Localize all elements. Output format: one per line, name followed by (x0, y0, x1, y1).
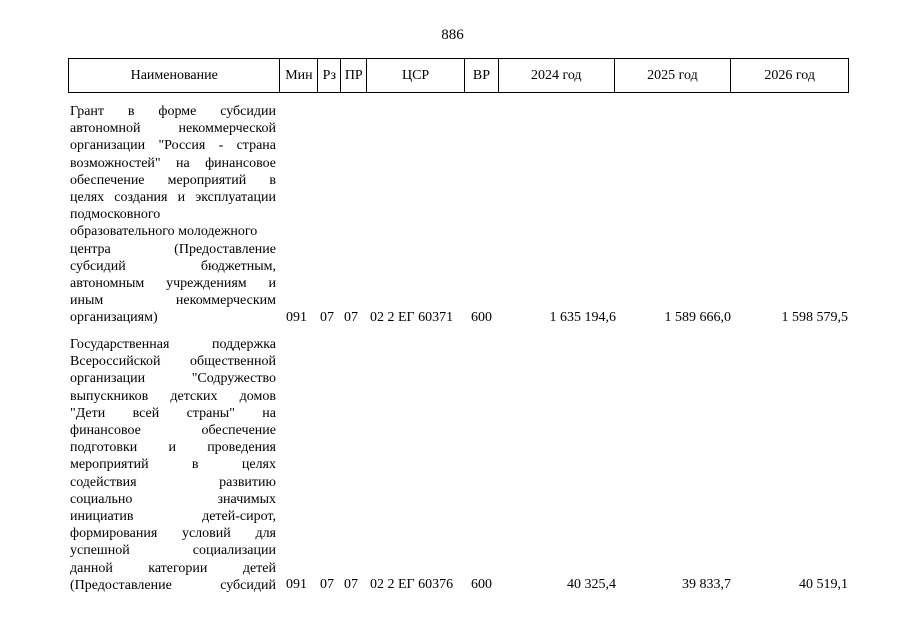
cell-vr: 600 (471, 310, 492, 325)
name-line: субсидий бюджетным, (70, 258, 276, 274)
name-line: Государственная поддержка (70, 337, 276, 352)
cell-rz: 07 (320, 310, 334, 325)
header-rz: Рз (318, 59, 341, 92)
name-line: Грант в форме субсидии (70, 104, 276, 119)
name-line: иным некоммерческим (70, 293, 276, 309)
cell-2026: 40 519,1 (799, 577, 848, 592)
name-line: центра (Предоставление (70, 241, 276, 257)
cell-vr: 600 (471, 577, 492, 592)
name-line: подготовки и проведения (70, 440, 276, 456)
name-line: данной категории детей (70, 560, 276, 576)
table-header (68, 58, 849, 93)
name-line: содействия развитию (70, 474, 276, 490)
cell-pr: 07 (344, 577, 358, 592)
name-line: образовательного молодежного (70, 224, 258, 240)
name-line: обеспечение мероприятий в (70, 172, 276, 188)
cell-2024: 1 635 194,6 (549, 310, 616, 325)
name-line: Всероссийской общественной (70, 354, 276, 370)
header-min: Мин (280, 59, 318, 92)
table-row-name (70, 336, 276, 594)
header-2025: 2025 год (615, 59, 732, 92)
name-line: автономной некоммерческой (70, 121, 276, 137)
name-line: формирования условий для (70, 526, 276, 542)
cell-2024: 40 325,4 (567, 577, 616, 592)
cell-min: 091 (286, 310, 307, 325)
name-line: финансовое обеспечение (70, 423, 276, 439)
cell-rz: 07 (320, 577, 334, 592)
name-line: организациям) (70, 310, 158, 326)
header-2024: 2024 год (499, 59, 615, 92)
table-row-name (70, 103, 276, 327)
cell-pr: 07 (344, 310, 358, 325)
cell-min: 091 (286, 577, 307, 592)
header-name: Наименование (69, 59, 280, 92)
name-line: мероприятий в целях (70, 457, 276, 473)
header-pr: ПР (341, 59, 367, 92)
cell-csr: 02 2 ЕГ 60371 (370, 310, 454, 325)
name-line: социально значимых (70, 491, 276, 507)
name-line: автономным учреждениям и (70, 276, 276, 292)
name-line: подмосковного (70, 207, 161, 223)
cell-csr: 02 2 ЕГ 60376 (370, 577, 454, 592)
name-line: успешной социализации (70, 543, 276, 559)
name-line: целях создания и эксплуатации (70, 190, 276, 206)
name-line: организации "Россия - страна (70, 138, 276, 154)
cell-2026: 1 598 579,5 (781, 310, 848, 325)
name-line: инициатив детей-сирот, (70, 509, 276, 525)
name-line: выпускников детских домов (70, 388, 276, 404)
header-2026: 2026 год (764, 67, 815, 83)
name-line: возможностей" на финансовое (70, 155, 276, 171)
header-csr: ЦСР (367, 59, 465, 92)
cell-2025: 39 833,7 (682, 577, 731, 592)
page-number: 886 (441, 27, 464, 43)
name-line: "Дети всей страны" на (70, 405, 276, 421)
header-vr: ВР (465, 59, 499, 92)
name-line: организации "Содружество (70, 371, 276, 387)
name-line: (Предоставление субсидий (70, 577, 276, 593)
cell-2025: 1 589 666,0 (664, 310, 731, 325)
